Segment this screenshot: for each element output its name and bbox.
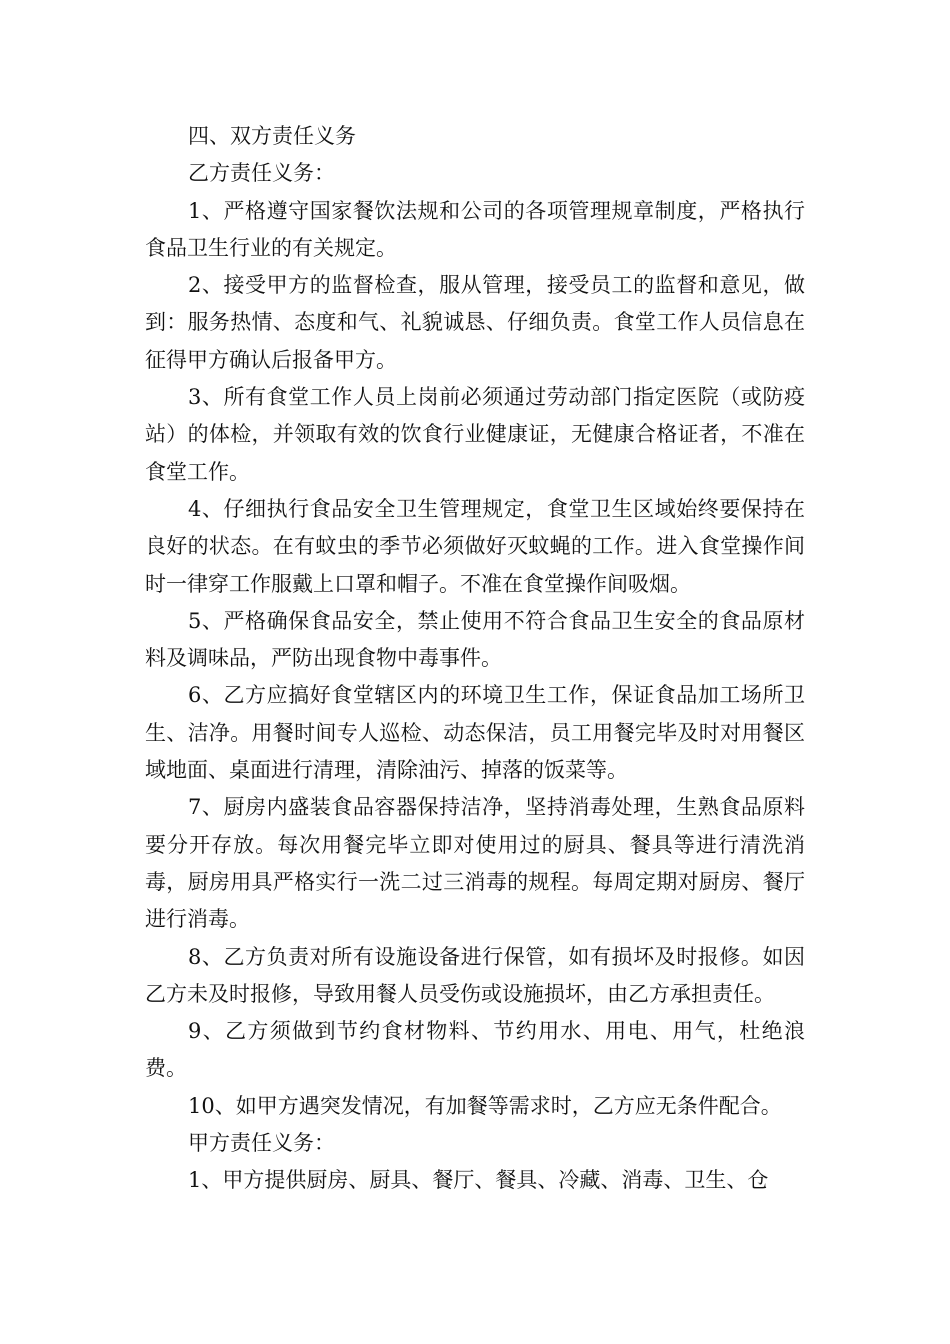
list-item: 3、所有食堂工作人员上岗前必须通过劳动部门指定医院（或防疫站）的体检，并领取有效的饮食行业健康证，无健康合格证者，不准在食堂工作。 [145, 385, 805, 484]
list-item: 7、厨房内盛装食品容器保持洁净，坚持消毒处理，生熟食品原料要分开存放。每次用餐完毕立即对使用过的厨具、餐具等进行清洗消毒，厨房用具严格实行一洗二过三消毒的规程。每周定期对厨房、餐厅进行消毒。 [145, 795, 805, 932]
list-item: 2、接受甲方的监督检查，服从管理，接受员工的监督和意见，做到：服务热情、态度和气、礼貌诚恳、仔细负责。食堂工作人员信息在征得甲方确认后报备甲方。 [145, 273, 805, 372]
list-item: 10、如甲方遇突发情况，有加餐等需求时，乙方应无条件配合。 [188, 1093, 782, 1118]
list-item: 6、乙方应搞好食堂辖区内的环境卫生工作，保证食品加工场所卫生、洁净。用餐时间专人巡检、动态保洁，员工用餐完毕及时对用餐区域地面、桌面进行清理，清除油污、掉落的饭菜等。 [145, 683, 805, 783]
list-item: 9、乙方须做到节约食材物料、节约用水、用电、用气，杜绝浪费。 [145, 1019, 805, 1081]
list-item: 1、甲方提供厨房、厨具、餐厅、餐具、冷藏、消毒、卫生、仓 [188, 1168, 769, 1193]
list-item: 8、乙方负责对所有设施设备进行保管，如有损坏及时报修。如因乙方未及时报修，导致用餐人员受伤或设施损坏，由乙方承担责任。 [145, 944, 805, 1006]
section-heading: 四、双方责任义务 [188, 124, 356, 148]
party-b-heading: 乙方责任义务： [188, 161, 335, 186]
list-item: 1、严格遵守国家餐饮法规和公司的各项管理规章制度，严格执行食品卫生行业的有关规定。 [145, 198, 805, 260]
list-item: 4、仔细执行食品安全卫生管理规定，食堂卫生区域始终要保持在良好的状态。在有蚊虫的季节必须做好灭蚊蝇的工作。进入食堂操作间时一律穿工作服戴上口罩和帽子。不准在食堂操作间吸烟。 [145, 496, 805, 596]
party-a-heading: 甲方责任义务： [188, 1131, 335, 1156]
list-item: 5、严格确保食品安全，禁止使用不符合食品卫生安全的食品原材料及调味品，严防出现食物中毒事件。 [145, 608, 805, 671]
party-b-items [145, 193, 805, 1125]
party-a-items [145, 1162, 805, 1199]
